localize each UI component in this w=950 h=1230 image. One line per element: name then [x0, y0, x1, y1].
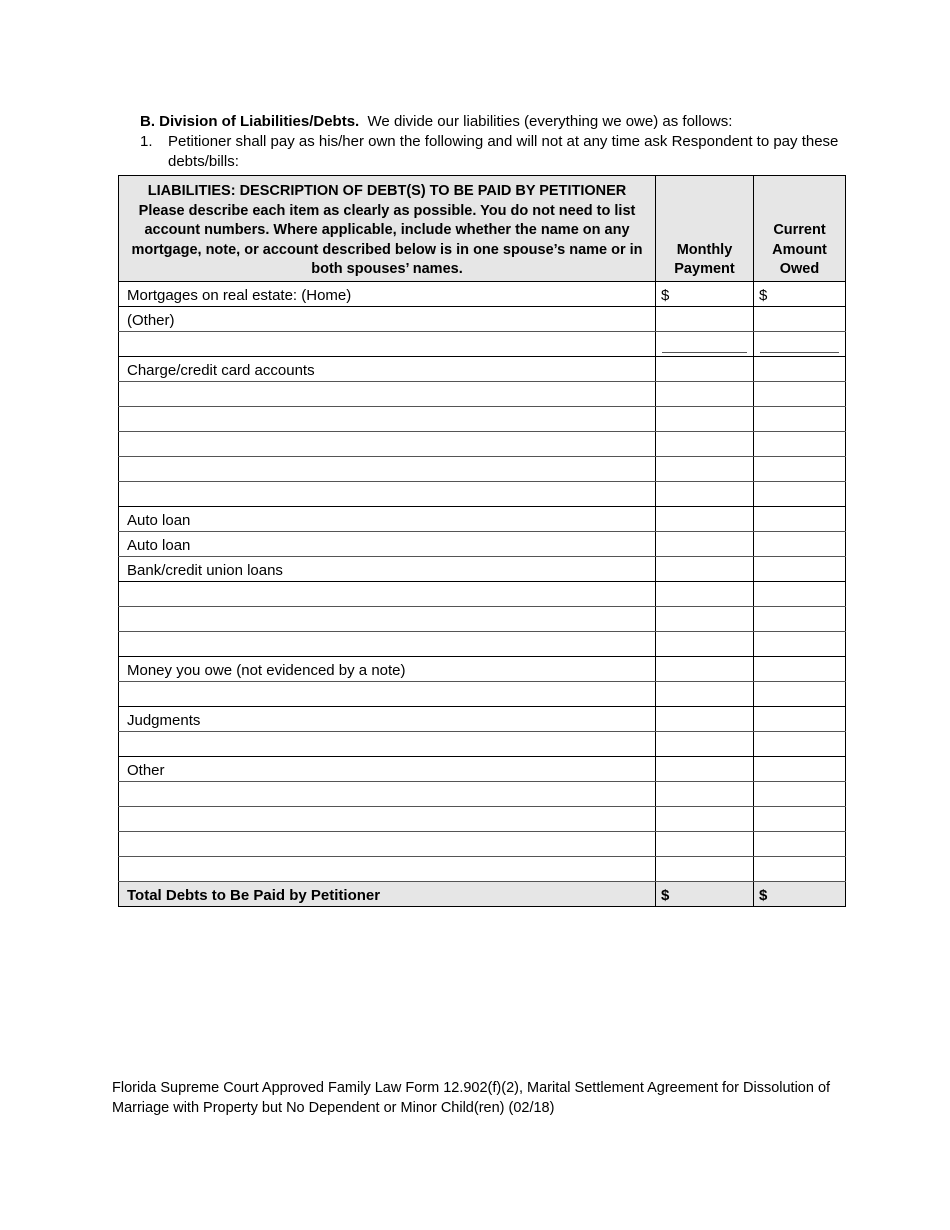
monthly-payment-cell[interactable] [656, 481, 754, 506]
debt-description-cell[interactable] [119, 331, 656, 356]
amount-owed-cell[interactable] [754, 781, 846, 806]
table-header-row [119, 176, 846, 282]
amount-owed-cell[interactable] [754, 406, 846, 431]
amount-owed-cell[interactable] [754, 456, 846, 481]
amount-owed-cell[interactable]: $ [754, 281, 846, 306]
debt-description-cell[interactable] [119, 481, 656, 506]
monthly-payment-cell[interactable] [656, 556, 754, 581]
debt-description-cell[interactable]: Bank/credit union loans [119, 556, 656, 581]
table-row [119, 456, 846, 481]
debt-description-cell[interactable]: Mortgages on real estate: (Home) [119, 281, 656, 306]
current-amount-owed-header: Current Amount Owed [754, 176, 846, 282]
table-row [119, 656, 846, 681]
monthly-payment-cell[interactable] [656, 331, 754, 356]
debt-description-cell[interactable] [119, 806, 656, 831]
table-row [119, 756, 846, 781]
debt-description-cell[interactable]: Auto loan [119, 506, 656, 531]
monthly-payment-cell[interactable] [656, 656, 754, 681]
debt-description-cell[interactable] [119, 406, 656, 431]
monthly-payment-cell[interactable] [656, 531, 754, 556]
debt-description-cell[interactable] [119, 681, 656, 706]
amount-owed-cell[interactable] [754, 581, 846, 606]
amount-owed-cell[interactable] [754, 556, 846, 581]
intro-section [140, 112, 860, 172]
debt-description-cell[interactable] [119, 731, 656, 756]
debt-description-cell[interactable]: Judgments [119, 706, 656, 731]
amount-owed-cell[interactable] [754, 731, 846, 756]
monthly-payment-cell[interactable]: $ [656, 281, 754, 306]
debt-description-cell[interactable] [119, 456, 656, 481]
amount-owed-cell[interactable] [754, 381, 846, 406]
table-row [119, 356, 846, 381]
description-header [119, 176, 656, 282]
monthly-payment-cell[interactable] [656, 706, 754, 731]
amount-owed-cell[interactable] [754, 431, 846, 456]
monthly-payment-cell[interactable] [656, 731, 754, 756]
monthly-payment-cell[interactable] [656, 606, 754, 631]
table-row [119, 506, 846, 531]
amount-owed-cell[interactable] [754, 631, 846, 656]
debt-description-cell[interactable] [119, 831, 656, 856]
table-row [119, 556, 846, 581]
description-header-instructions: Please describe each item as clearly as possible. You do not need to list account numbers. Where applicable, include whether the name on any mortgage, note, or account described below is in one spouse’s name or in both spouses’ names. [131, 202, 643, 277]
amount-owed-cell[interactable] [754, 681, 846, 706]
amount-owed-cell[interactable] [754, 306, 846, 331]
table-row [119, 631, 846, 656]
table-row [119, 781, 846, 806]
amount-owed-cell[interactable] [754, 531, 846, 556]
amount-owed-cell[interactable] [754, 831, 846, 856]
section-title: B. Division of Liabilities/Debts. [140, 113, 360, 130]
section-heading [140, 112, 860, 132]
debt-description-cell[interactable] [119, 381, 656, 406]
table-row [119, 706, 846, 731]
debt-description-cell[interactable]: Money you owe (not evidenced by a note) [119, 656, 656, 681]
table-row [119, 531, 846, 556]
monthly-payment-cell[interactable] [656, 456, 754, 481]
amount-owed-cell[interactable] [754, 706, 846, 731]
section-text: We divide our liabilities (everything we owe) as follows: [367, 113, 733, 130]
table-row [119, 806, 846, 831]
monthly-payment-cell[interactable] [656, 381, 754, 406]
description-header-title: LIABILITIES: DESCRIPTION OF DEBT(S) TO BE PAID BY PETITIONER [147, 183, 627, 199]
table-row [119, 281, 846, 306]
monthly-payment-cell[interactable] [656, 756, 754, 781]
table-row [119, 731, 846, 756]
table-row [119, 331, 846, 356]
monthly-payment-cell[interactable] [656, 431, 754, 456]
amount-owed-cell[interactable] [754, 856, 846, 881]
monthly-payment-cell[interactable] [656, 631, 754, 656]
debt-description-cell[interactable] [119, 606, 656, 631]
monthly-payment-header: Monthly Payment [656, 176, 754, 282]
table-row [119, 406, 846, 431]
total-row [119, 881, 846, 906]
debt-description-cell[interactable] [119, 431, 656, 456]
table-row [119, 581, 846, 606]
debt-description-cell[interactable] [119, 781, 656, 806]
monthly-payment-cell[interactable] [656, 356, 754, 381]
table-row [119, 606, 846, 631]
amount-owed-cell[interactable] [754, 481, 846, 506]
monthly-payment-cell[interactable] [656, 506, 754, 531]
debt-description-cell[interactable] [119, 581, 656, 606]
debt-description-cell[interactable] [119, 631, 656, 656]
amount-owed-cell[interactable] [754, 806, 846, 831]
item-number: 1. [140, 133, 153, 150]
amount-owed-cell[interactable] [754, 356, 846, 381]
debt-description-cell[interactable] [119, 856, 656, 881]
monthly-payment-cell[interactable] [656, 406, 754, 431]
table-row [119, 431, 846, 456]
table-row [119, 681, 846, 706]
amount-owed-cell[interactable] [754, 606, 846, 631]
monthly-payment-cell[interactable] [656, 806, 754, 831]
monthly-payment-cell[interactable] [656, 681, 754, 706]
table-row [119, 831, 846, 856]
table-row [119, 306, 846, 331]
form-footer: Florida Supreme Court Approved Family Law Form 12.902(f)(2), Marital Settlement Agreement for Dissolution of Marriage with Property but No Dependent or Minor Child(ren) (02/18) [112, 1080, 831, 1116]
item-text: Petitioner shall pay as his/her own the following and will not at any time ask Respondent to pay these debts/bills: [168, 133, 839, 170]
table-row [119, 856, 846, 881]
monthly-payment-cell[interactable] [656, 781, 754, 806]
monthly-payment-cell[interactable] [656, 856, 754, 881]
total-label: Total Debts to Be Paid by Petitioner [119, 881, 656, 906]
amount-owed-cell[interactable] [754, 656, 846, 681]
monthly-payment-cell[interactable] [656, 831, 754, 856]
monthly-payment-cell[interactable] [656, 306, 754, 331]
table-row [119, 481, 846, 506]
total-amount-owed[interactable]: $ [754, 881, 846, 906]
debt-description-cell[interactable]: Charge/credit card accounts [119, 356, 656, 381]
debt-description-cell[interactable]: Auto loan [119, 531, 656, 556]
amount-owed-cell[interactable] [754, 506, 846, 531]
amount-owed-cell[interactable] [754, 331, 846, 356]
liabilities-table [118, 175, 846, 907]
amount-owed-cell[interactable] [754, 756, 846, 781]
total-monthly-payment[interactable]: $ [656, 881, 754, 906]
debt-description-cell[interactable]: (Other) [119, 306, 656, 331]
debt-description-cell[interactable]: Other [119, 756, 656, 781]
monthly-payment-cell[interactable] [656, 581, 754, 606]
table-body [119, 281, 846, 881]
table-row [119, 381, 846, 406]
list-item [140, 132, 860, 172]
